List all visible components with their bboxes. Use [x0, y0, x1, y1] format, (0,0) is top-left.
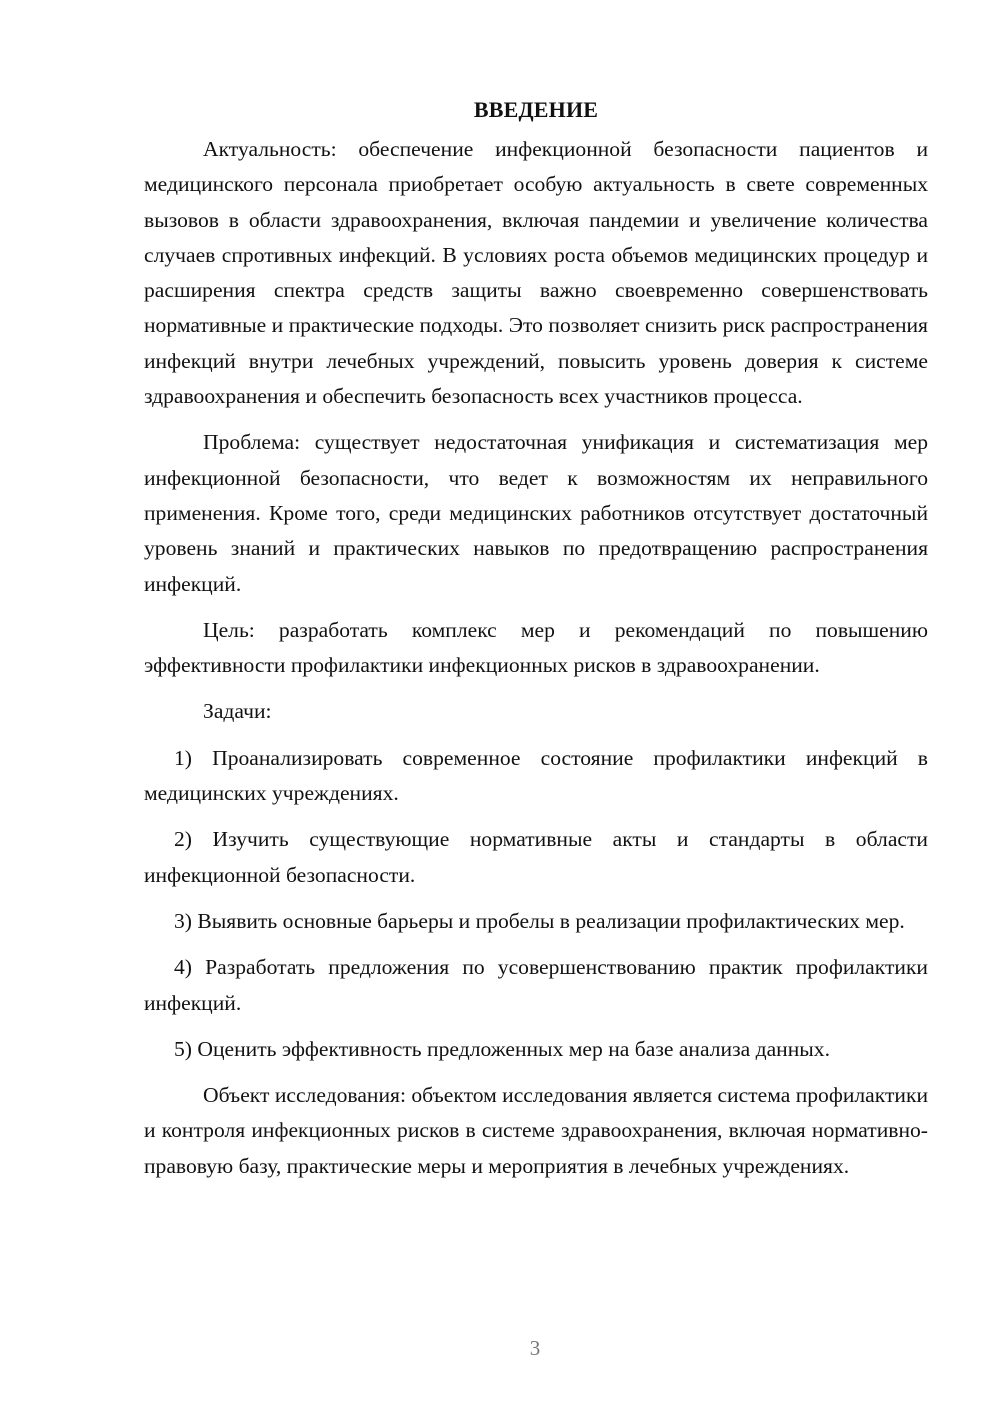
task-item: 4) Разработать предложения по усовершенствованию практик профилактики инфекций.	[144, 955, 928, 1015]
task-item: 3) Выявить основные барьеры и пробелы в реализации профилактических мер.	[174, 908, 905, 933]
problem-paragraph: Проблема: существует недостаточная унификация и систематизация мер инфекционной безопасности, что ведет к возможностям их неправильного применения. Кроме того, среди медицинских работников отсутствует достаточный уровень знаний и практических навыков по предотвращению распространения инфекций.	[144, 430, 928, 596]
research-object-paragraph: Объект исследования: объектом исследования является система профилактики и контроля инфекционных рисков в системе здравоохранения, включая нормативно-правовую базу, практические меры и мероприятия в лечебных учреждениях.	[144, 1083, 928, 1178]
task-item: 5) Оценить эффективность предложенных мер на базе анализа данных.	[174, 1036, 830, 1061]
tasks-heading: Задачи:	[203, 699, 272, 724]
task-item: 1) Проанализировать современное состояние профилактики инфекций в медицинских учреждениях.	[144, 745, 928, 806]
section-title: ВВЕДЕНИЕ	[473, 97, 599, 122]
goal-paragraph: Цель: разработать комплекс мер и рекомендаций по повышению эффективности профилактики инфекционных рисков в здравоохранении.	[144, 617, 928, 678]
relevance-paragraph: Актуальность: обеспечение инфекционной безопасности пациентов и медицинского персонала приобретает особую актуальность в свете современных вызовов в области здравоохранения, включая пандемии и увеличение количества случаев спротивных инфекций. В условиях роста объемов медицинских процедур и расширения спектра средств защиты важно своевременно совершенствовать нормативные и практические подходы. Это позволяет снизить риск распространения инфекций внутри лечебных учреждений, повысить уровень доверия к системе здравоохранения и обеспечить безопасность всех участников процесса.	[144, 137, 928, 409]
document-page	[144, 92, 928, 1195]
task-item: 2) Изучить существующие нормативные акты и стандарты в области инфекционной безопасности.	[144, 827, 928, 887]
page-number: 3	[529, 1336, 541, 1360]
